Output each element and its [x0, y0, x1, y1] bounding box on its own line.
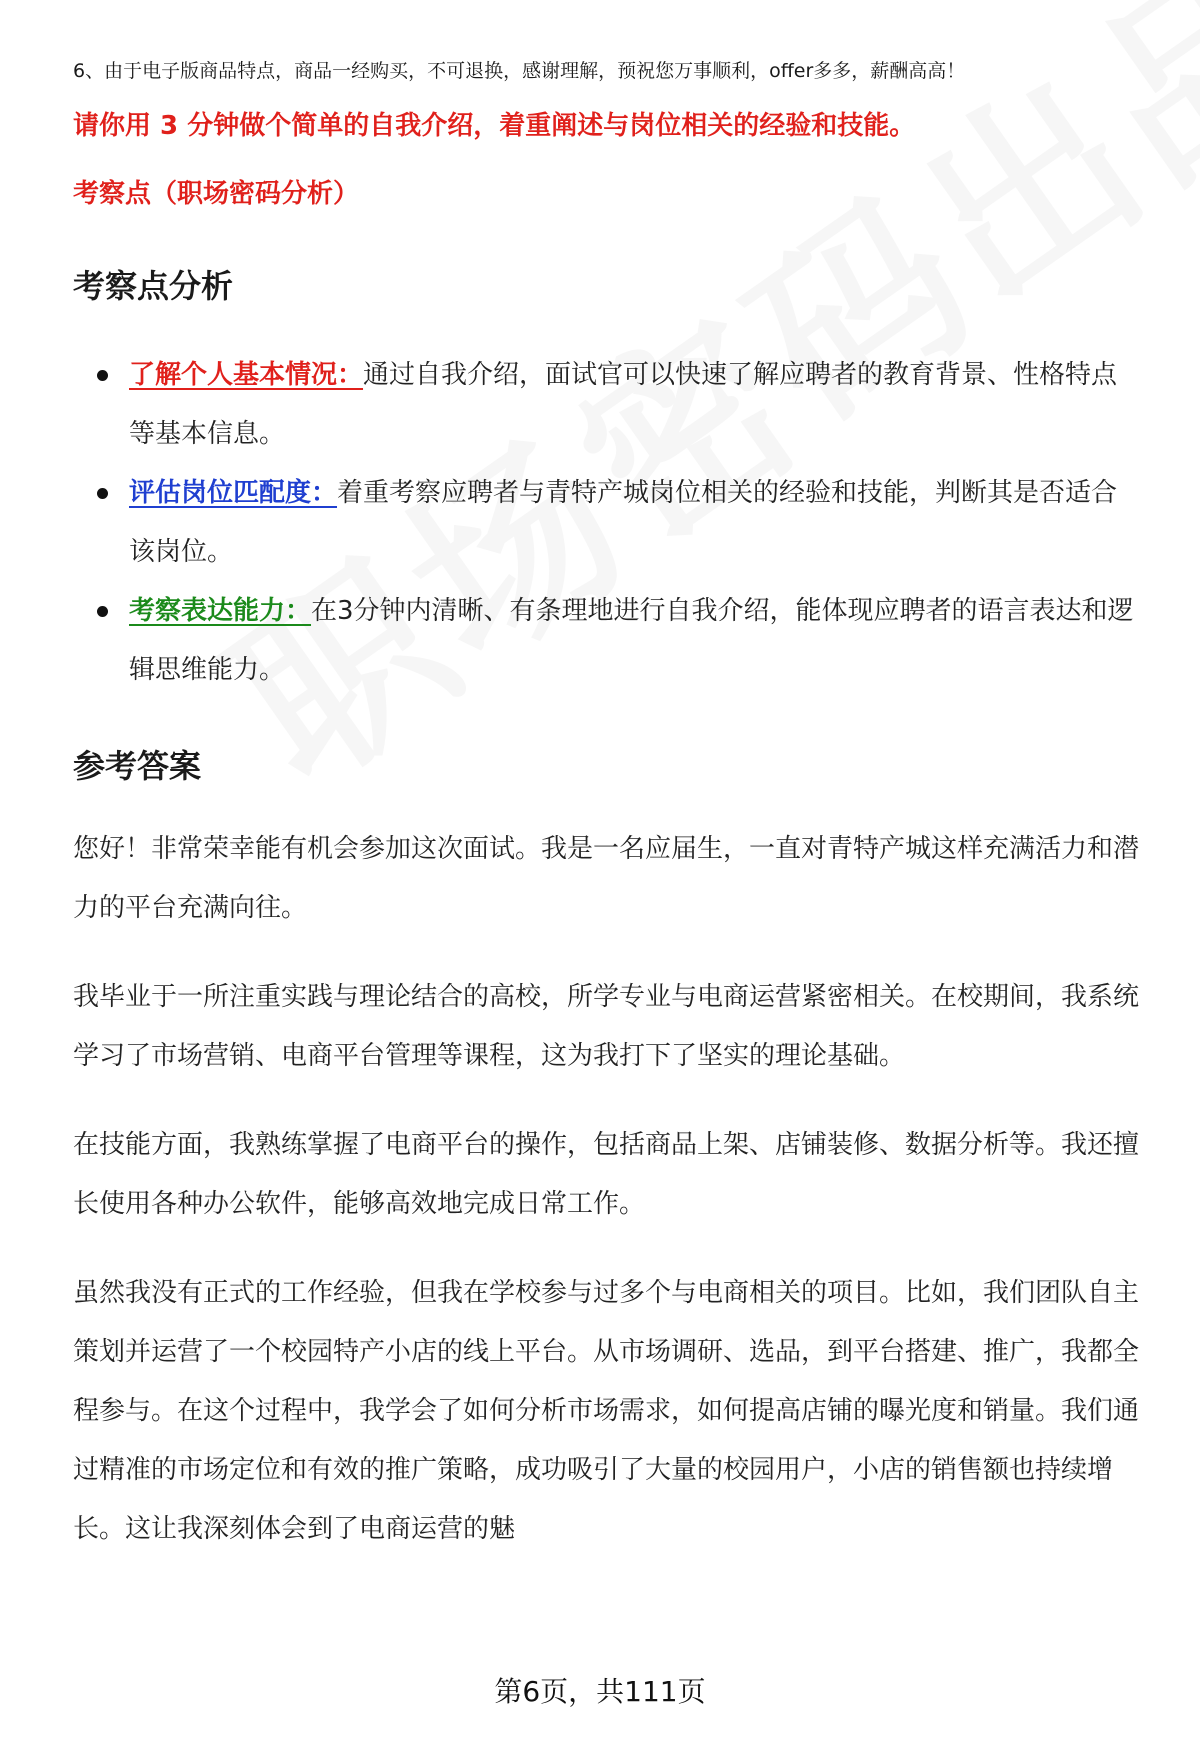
page-content	[73, 56, 1143, 1559]
analysis-list	[73, 346, 1143, 700]
analysis-text: 着重考察应聘者与青特产城岗位相关的经验和技能，判断其是否适合该岗位。	[129, 478, 1118, 567]
analysis-item	[73, 346, 1143, 464]
analysis-item	[73, 582, 1143, 700]
answer-paragraph: 我毕业于一所注重实践与理论结合的高校，所学专业与电商运营紧密相关。在校期间，我系统学习了市场营销、电商平台管理等课程，这为我打下了坚实的理论基础。	[73, 982, 1140, 1071]
page-number: 第6页，共111页	[494, 1675, 706, 1708]
bullet-dot-icon	[97, 370, 108, 381]
answer-paragraph: 在技能方面，我熟练掌握了电商平台的操作，包括商品上架、店铺装修、数据分析等。我还擅长使用各种办公软件，能够高效地完成日常工作。	[73, 1130, 1140, 1219]
answer-title: 参考答案	[73, 747, 202, 785]
bullet-dot-icon	[97, 488, 108, 499]
analysis-title: 考察点分析	[73, 267, 234, 305]
answer-paragraph: 虽然我没有正式的工作经验，但我在学校参与过多个与电商相关的项目。比如，我们团队自主策划并运营了一个校园特产小店的线上平台。从市场调研、选品，到平台搭建、推广，我都全程参与。在这个过程中，我学会了如何分析市场需求，如何提高店铺的曝光度和销量。我们通过精准的市场定位和有效的推广策略，成功吸引了大量的校园用户，小店的销售额也持续增长。这让我深刻体会到了电商运营的魅	[73, 1278, 1140, 1544]
analysis-keyword: 了解个人基本情况：	[129, 360, 364, 390]
analysis-keyword: 考察表达能力：	[129, 596, 312, 626]
analysis-keyword: 评估岗位匹配度：	[129, 478, 338, 508]
analysis-text: 通过自我介绍，面试官可以快速了解应聘者的教育背景、性格特点等基本信息。	[129, 360, 1118, 449]
purchase-note: 6、由于电子版商品特点，商品一经购买，不可退换，感谢理解，预祝您万事顺利，offer多多，薪酬高高！	[73, 60, 966, 82]
analysis-item	[73, 464, 1143, 582]
bullet-dot-icon	[97, 606, 108, 617]
answer-paragraph: 您好！非常荣幸能有机会参加这次面试。我是一名应届生，一直对青特产城这样充满活力和潜力的平台充满向往。	[73, 834, 1140, 923]
kaocha-heading: 考察点（职场密码分析）	[73, 179, 360, 209]
analysis-text: 在3分钟内清晰、有条理地进行自我介绍，能体现应聘者的语言表达和逻辑思维能力。	[129, 596, 1134, 685]
interview-question: 请你用 3 分钟做个简单的自我介绍，着重阐述与岗位相关的经验和技能。	[73, 111, 916, 141]
